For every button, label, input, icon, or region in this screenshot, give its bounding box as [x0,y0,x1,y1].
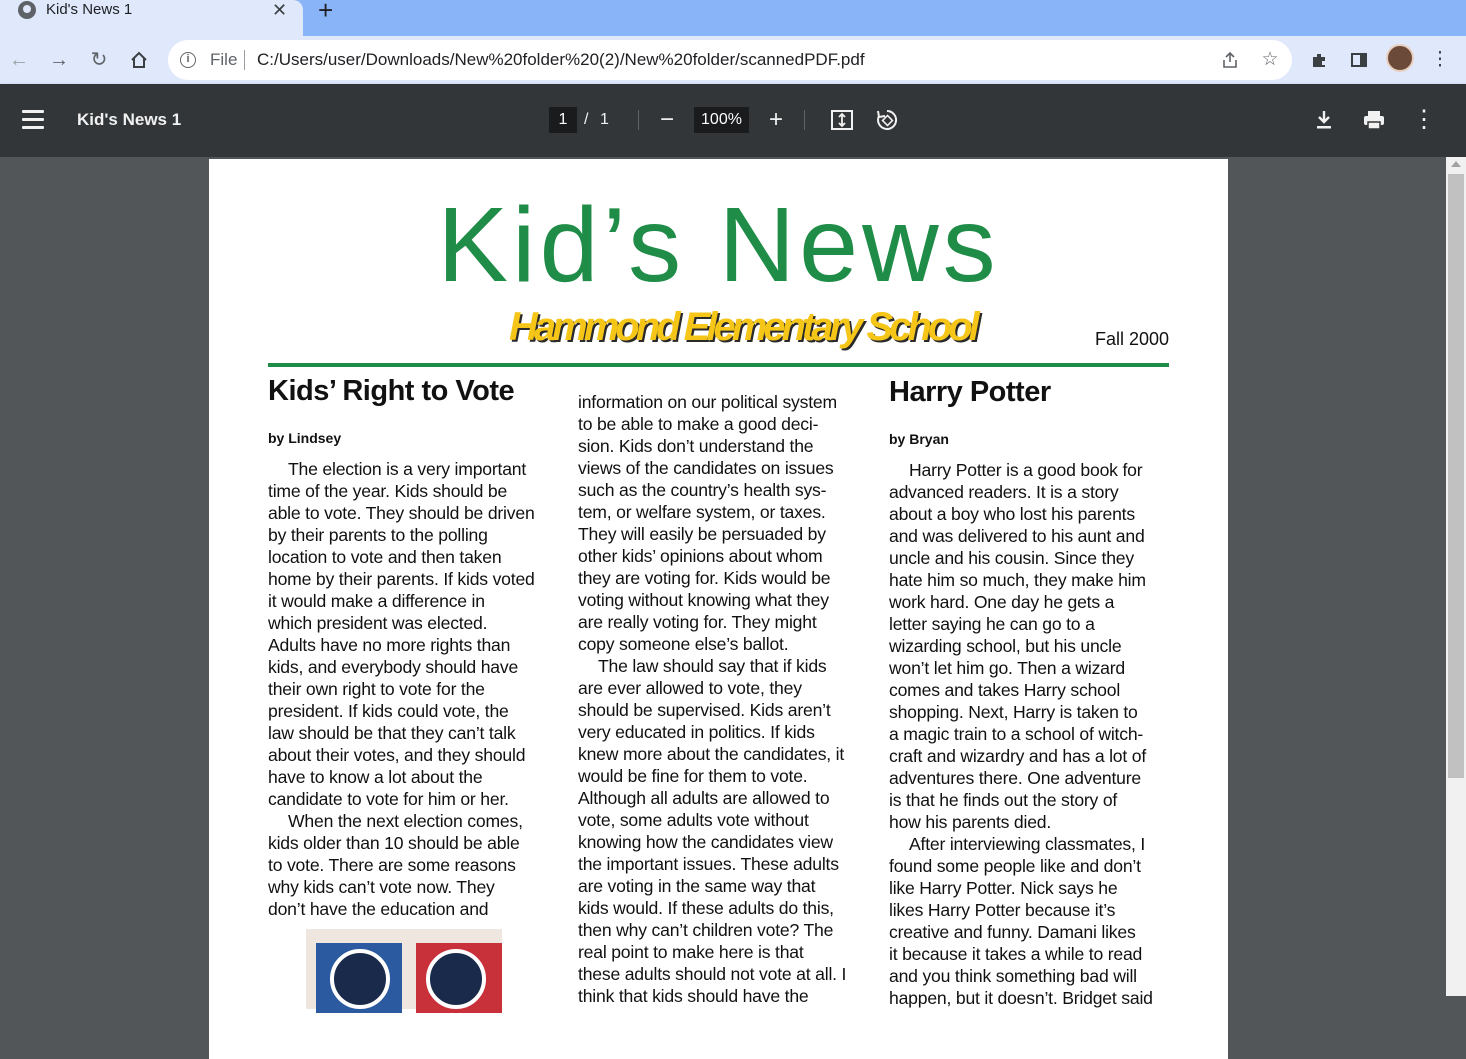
pdf-viewport[interactable] [0,157,1446,1008]
text-line: they are voting for. Kids would be [578,568,831,588]
text-line: very educated in politics. If kids [578,722,815,742]
page-separator: / [584,111,589,128]
new-tab-button[interactable]: + [318,0,334,25]
text-line: creative and funny. Damani likes [889,922,1136,942]
globe-icon [18,1,36,19]
text-line: copy someone else’s ballot. [578,634,789,654]
text-line: After interviewing classmates, I [909,834,1146,854]
text-line: knew more about the candidates, it [578,744,845,764]
rotate-icon[interactable] [871,104,903,136]
article-column-3 [889,376,1179,1009]
text-line: When the next election comes, [288,811,523,831]
side-panel-icon[interactable] [1343,44,1375,76]
text-line: knowing how the candidates view [578,832,833,852]
text-line: time of the year. Kids should be [268,481,508,501]
header-rule [268,363,1169,367]
text-line: happen, but it doesn’t. Bridget said [889,988,1153,1008]
more-options-icon[interactable]: ⋮ [1412,106,1436,133]
info-icon[interactable]: i [180,52,196,68]
file-scheme-label: File [210,50,238,69]
text-line: then why can’t children vote? The [578,920,834,940]
text-line: location to vote and then taken [268,547,502,567]
tab-title: Kid's News 1 [46,1,133,18]
profile-avatar[interactable] [1386,44,1414,72]
text-line: these adults should not vote at all. I [578,964,847,984]
text-line: by their parents to the polling [268,525,488,545]
text-line: other kids’ opinions about whom [578,546,823,566]
tab-kids-news[interactable] [0,0,303,36]
text-line: Harry Potter is a good book for [909,460,1143,480]
fit-to-page-icon[interactable] [826,104,858,136]
url-text[interactable]: C:/Users/user/Downloads/New%20folder%20(2)/New%20folder/scannedPDF.pdf [257,50,865,69]
article-column-1 [268,375,558,920]
page-number-input[interactable]: 1 [549,107,577,133]
article-byline: by Bryan [889,431,949,447]
text-line: hate him so much, they make him [889,570,1146,590]
republican-logo [316,943,402,1013]
text-line: kids, and everybody should have [268,657,519,677]
article-paragraph [578,391,868,655]
text-line: able to vote. They should be driven [268,503,535,523]
toolbar-divider [638,110,639,130]
text-line: to vote. There are some reasons [268,855,516,875]
text-line: a magic train to a school of witch- [889,724,1144,744]
text-line: it because it takes a while to read [889,944,1143,964]
toolbar-divider [804,110,805,130]
article-headline: Harry Potter [889,376,1051,408]
extensions-icon[interactable] [1303,44,1335,76]
zoom-out-button[interactable]: − [659,106,674,133]
text-line: shopping. Next, Harry is taken to [889,702,1138,722]
text-line: They will easily be persuaded by [578,524,826,544]
browser-menu-icon[interactable]: ⋮ [1430,49,1450,70]
article-paragraph [889,459,1179,833]
article-paragraph [268,458,558,810]
reload-button[interactable]: ↻ [90,49,108,71]
text-line: views of the candidates on issues [578,458,834,478]
text-line: advanced readers. It is a story [889,482,1119,502]
address-bar[interactable] [168,40,1292,80]
text-line: sion. Kids don’t understand the [578,436,814,456]
text-line: candidate to vote for him or her. [268,789,509,809]
print-icon[interactable] [1358,104,1390,136]
text-line: about their votes, and they should [268,745,526,765]
issue-date: Fall 2000 [1095,329,1170,349]
text-line: don’t have the education and [268,899,489,919]
hamburger-menu-icon[interactable] [22,110,44,130]
text-line: home by their parents. If kids voted [268,569,535,589]
text-line: won’t let him go. Then a wizard [889,658,1125,678]
text-line: Adults have no more rights than [268,635,511,655]
text-line: The law should say that if kids [598,656,827,676]
text-line: tem, or welfare system, or taxes. [578,502,826,522]
text-line: Although all adults are allowed to [578,788,830,808]
text-line: which president was elected. [268,613,488,633]
pdf-toolbar [0,84,1466,157]
home-button[interactable] [123,44,155,76]
text-line: likes Harry Potter because it’s [889,900,1116,920]
bookmark-star-icon[interactable]: ☆ [1261,49,1279,70]
browser-toolbar [0,36,1466,84]
article-paragraph [578,655,868,1007]
text-line: and you think something bad will [889,966,1137,986]
zoom-level-input[interactable]: 100% [694,107,749,133]
text-line: kids older than 10 should be able [268,833,520,853]
text-line: president. If kids could vote, the [268,701,509,721]
text-line: is that he finds out the story of [889,790,1118,810]
text-line: adventures there. One adventure [889,768,1142,788]
pdf-page [209,159,1228,1059]
text-line: have to know a lot about the [268,767,483,787]
text-line: about a boy who lost his parents [889,504,1135,524]
article-paragraph [889,833,1179,1009]
zoom-in-button[interactable]: + [768,106,783,133]
close-tab-icon[interactable]: ✕ [272,0,288,20]
text-line: are really voting for. They might [578,612,817,632]
text-line: voting without knowing what they [578,590,829,610]
scrollbar-thumb[interactable] [1448,174,1464,778]
text-line: are voting in the same way that [578,876,816,896]
text-line: their own right to vote for the [268,679,485,699]
text-line: The election is a very important [288,459,527,479]
pdf-title: Kid's News 1 [77,110,182,129]
forward-button[interactable]: → [49,49,69,71]
school-name: Hammond Elementary School [509,305,976,349]
text-line: to be able to make a good deci- [578,414,819,434]
article-byline: by Lindsey [268,430,342,446]
text-line: it would make a difference in [268,591,485,611]
text-line: uncle and his cousin. Since they [889,548,1134,568]
text-line: think that kids should have the [578,986,809,1006]
text-line: why kids can’t vote now. They [268,877,495,897]
article-paragraph [268,810,558,920]
tab-strip [0,0,1466,36]
page-total: 1 [600,111,609,128]
party-logos-image [306,929,502,1009]
text-line: and was delivered to his aunt and [889,526,1145,546]
text-line: would be fine for them to vote. [578,766,808,786]
text-line: wizarding school, but his uncle [889,636,1122,656]
newsletter-masthead: Kid’s News [437,186,1000,304]
text-line: found some people like and don’t [889,856,1141,876]
text-line: such as the country’s health sys- [578,480,827,500]
text-line: should be supervised. Kids aren’t [578,700,831,720]
text-line: real point to make here is that [578,942,804,962]
text-line: vote, some adults vote without [578,810,809,830]
text-line: work hard. One day he gets a [889,592,1115,612]
text-line: comes and takes Harry school [889,680,1121,700]
vertical-scrollbar[interactable] [1446,157,1466,996]
text-line: like Harry Potter. Nick says he [889,878,1118,898]
download-icon[interactable] [1308,104,1340,136]
text-line: information on our political system [578,392,837,412]
text-line: law should be that they can’t talk [268,723,516,743]
text-line: letter saying he can go to a [889,614,1095,634]
back-button[interactable]: ← [9,49,29,71]
text-line: are ever allowed to vote, they [578,678,802,698]
share-icon[interactable] [1218,48,1242,72]
text-line: how his parents died. [889,812,1052,832]
democrat-logo [416,943,502,1013]
omnibox-separator [244,50,245,70]
text-line: craft and wizardry and has a lot of [889,746,1147,766]
text-line: kids would. If these adults do this, [578,898,834,918]
home-icon [130,51,148,69]
scroll-up-arrow-icon[interactable] [1451,161,1461,167]
text-line: the important issues. These adults [578,854,839,874]
article-column-2 [578,391,868,1007]
article-headline: Kids’ Right to Vote [268,375,515,407]
